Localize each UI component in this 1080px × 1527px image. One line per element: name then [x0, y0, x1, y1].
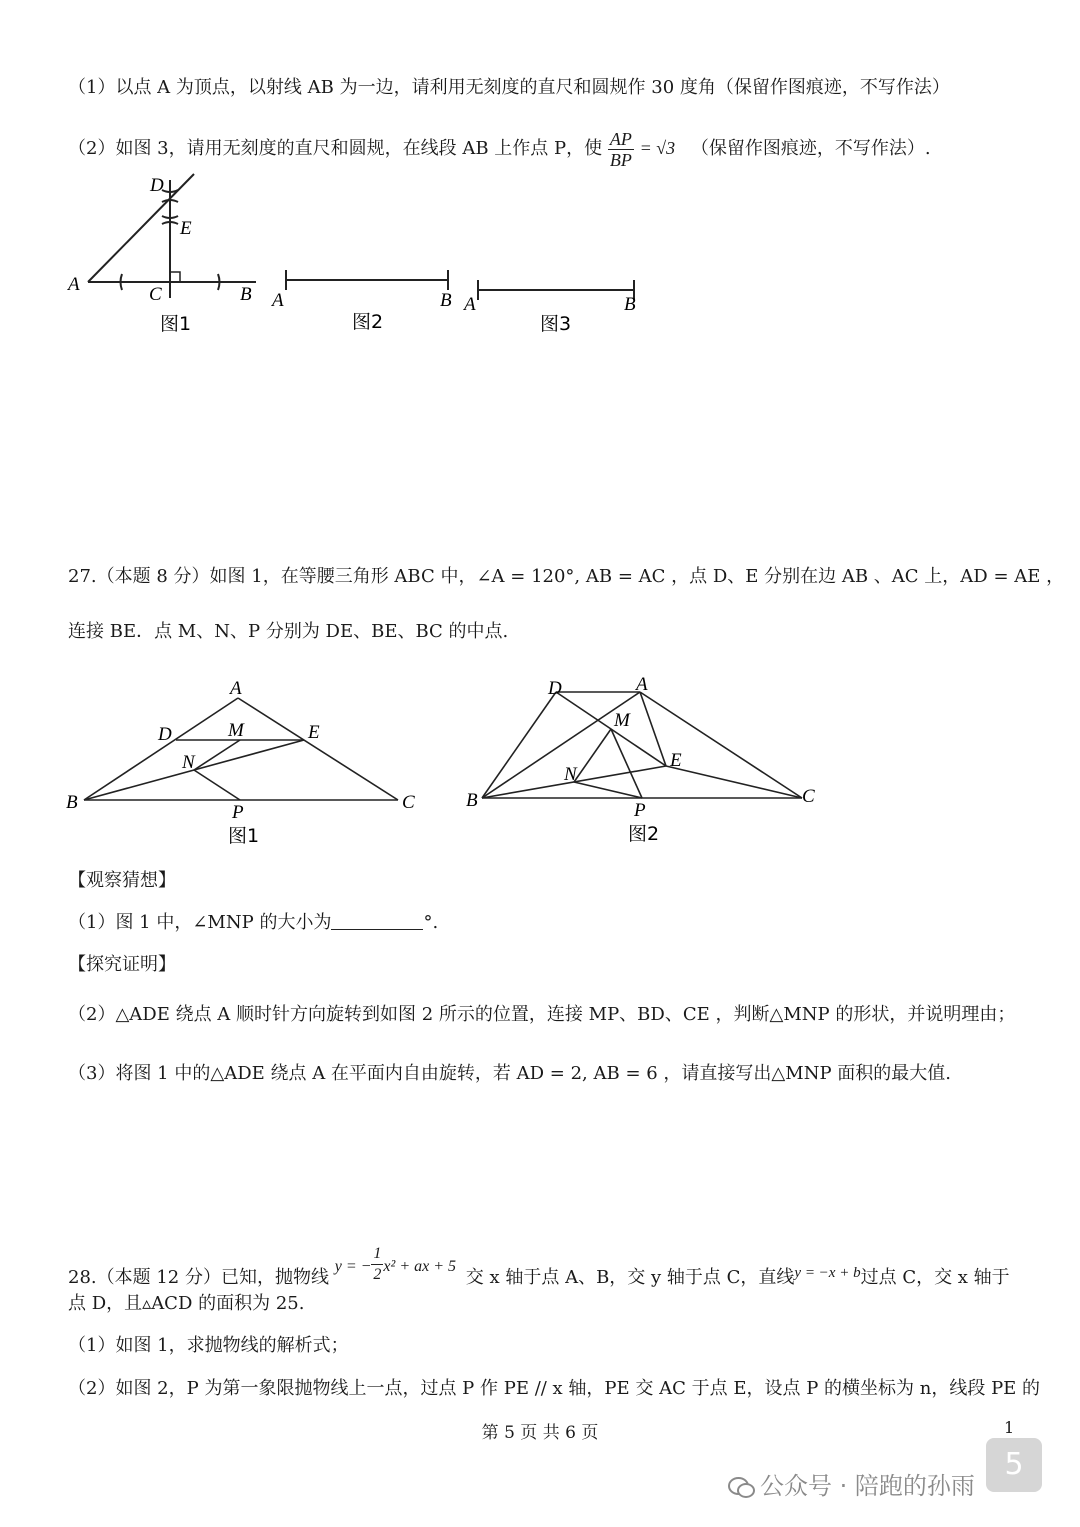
- q26-part2-pre: （2）如图 3，请用无刻度的直尺和圆规，在线段 AB 上作点 P，使: [68, 138, 603, 159]
- fig2-segment-ce: [666, 766, 802, 798]
- fig3-label-a: A: [464, 294, 476, 315]
- q27-fig1-label-m: M: [228, 720, 244, 741]
- q28-formula-lead: y = −: [334, 1258, 372, 1275]
- fig1-label-b: B: [240, 284, 252, 305]
- fig2-segment-np: [574, 782, 642, 798]
- q26-fig2: [270, 270, 452, 333]
- page-footer: 第 5 页 共 6 页: [481, 1423, 599, 1443]
- q27-fig2: [482, 692, 802, 798]
- fig1-segment-mn: [194, 740, 240, 770]
- q27-fig2-label-a: A: [636, 674, 648, 695]
- q27-fig2-label-b: B: [466, 790, 478, 811]
- q28-part2: （2）如图 2，P 为第一象限抛物线上一点，过点 P 作 PE // x 轴，PE 交 AC 于点 E，设点 P 的横坐标为 n，线段 PE 的: [68, 1378, 1041, 1399]
- fig1-label-c: C: [149, 284, 162, 305]
- watermark-text: [728, 1466, 975, 1501]
- page-number-right: 1: [1004, 1418, 1015, 1437]
- q26-part1: （1）以点 A 为顶点，以射线 AB 为一边，请利用无刻度的直尺和圆规作 30 度角（保留作图痕迹，不写作法）: [68, 77, 950, 98]
- fig2-side-ac: [640, 692, 802, 798]
- fig1-label-a: A: [68, 274, 80, 295]
- q27-answer-blank: [331, 911, 423, 930]
- q26-part2-post: （保留作图痕迹，不写作法）.: [690, 138, 931, 159]
- q28-formula-tail: x² + ax + 5: [383, 1258, 457, 1275]
- q27-fig1-label-p: P: [232, 802, 244, 823]
- q27-fig2-label-m: M: [614, 710, 630, 731]
- fig1-segment-np: [194, 770, 240, 800]
- q26-figures: [62, 166, 662, 342]
- q27-part1-pre: （1）图 1 中，∠MNP 的大小为: [68, 912, 332, 933]
- q27-fig1-label-d: D: [158, 724, 172, 745]
- q27-line1: 27.（本题 8 分）如图 1，在等腰三角形 ABC 中，∠A = 120°, AB = AC ，点 D、E 分别在边 AB 、AC 上，AD = AE ，: [68, 566, 1065, 587]
- q27-fig2-label-d: D: [548, 678, 562, 699]
- q27-fig1-caption: 图1: [228, 825, 260, 847]
- q27-fig2-label-c: C: [802, 786, 815, 807]
- q27-fig1: [84, 698, 398, 800]
- fig3-label-b: B: [624, 294, 636, 315]
- fig2-label-a: A: [272, 290, 284, 311]
- q27-fig1-label-c: C: [402, 792, 415, 813]
- q26-fig1: [66, 174, 256, 335]
- q27-figures: [62, 672, 832, 852]
- q28-formula-fraction: [371, 1244, 383, 1285]
- q27-fig1-label-e: E: [308, 722, 320, 743]
- q27-part1: [68, 911, 438, 935]
- q27-section-prove: 【探究证明】: [68, 954, 176, 975]
- q27-fig2-label-e: E: [670, 750, 682, 771]
- fig3-caption: 图3: [540, 313, 572, 335]
- q26-ratio-fraction: [608, 129, 634, 170]
- q28-line-equation: y = −x + b: [794, 1265, 861, 1281]
- q28-line1-pre: 28.（本题 12 分）已知，抛物线: [68, 1267, 329, 1288]
- watermark-label: 公众号 · 陪跑的孙雨: [760, 1472, 975, 1500]
- q27-fig1-label-n: N: [182, 752, 195, 773]
- q27-section-observe: 【观察猜想】: [68, 870, 176, 891]
- q28-line2: 点 D，且▵ACD 的面积为 25.: [68, 1293, 305, 1314]
- q27-fig1-label-b: B: [66, 792, 78, 813]
- q26-frac-eq: = √3: [639, 138, 676, 158]
- fig1-side-ab: [84, 698, 238, 800]
- wechat-icon: [728, 1475, 754, 1497]
- fig2-segment-ae: [640, 692, 666, 766]
- q27-fig2-caption: 图2: [628, 823, 660, 845]
- fig1-label-d: D: [150, 175, 164, 196]
- q26-fig3: [462, 280, 636, 335]
- q27-fig2-labels: [466, 674, 815, 845]
- q27-fig2-label-n: N: [564, 764, 577, 785]
- q27-part1-post: °.: [423, 912, 439, 933]
- q26-frac-num: AP: [609, 128, 632, 149]
- fig2-segment-bd: [482, 692, 556, 798]
- watermark-badge: 5: [986, 1438, 1042, 1492]
- q27-fig1-label-a: A: [230, 678, 242, 699]
- q28-formula-num: 1: [371, 1244, 383, 1265]
- q27-fig1-labels: [66, 678, 415, 847]
- fig2-side-ab: [482, 692, 640, 798]
- q27-part2: （2）△ADE 绕点 A 顺时针方向旋转到如图 2 所示的位置，连接 MP、BD、CE ，判断△MNP 的形状，并说明理由；: [68, 1004, 1016, 1025]
- fig2-caption: 图2: [352, 311, 384, 333]
- q27-part3: （3）将图 1 中的△ADE 绕点 A 在平面内自由旋转，若 AD = 2, AB = 6 ，请直接写出△MNP 面积的最大值.: [68, 1063, 951, 1084]
- q27-line2: 连接 BE．点 M、N、P 分别为 DE、BE、BC 的中点.: [68, 621, 509, 642]
- fig1-line-ad: [88, 174, 194, 282]
- fig2-segment-mn: [574, 729, 611, 782]
- fig1-caption: 图1: [160, 313, 192, 335]
- q26-frac-den: BP: [609, 149, 632, 170]
- fig1-side-ac: [238, 698, 398, 800]
- fig2-label-b: B: [440, 290, 452, 311]
- fig1-right-angle-mark: [170, 272, 180, 282]
- q28-line1-mid: 交 x 轴于点 A、B，交 y 轴于点 C，直线: [465, 1267, 795, 1288]
- fig1-label-e: E: [180, 218, 192, 239]
- q28-part1: （1）如图 1，求抛物线的解析式；: [68, 1335, 349, 1356]
- q28-line1-post: 过点 C，交 x 轴于: [860, 1267, 1010, 1288]
- q27-fig2-label-p: P: [634, 800, 646, 821]
- q28-formula-den: 2: [373, 1266, 382, 1283]
